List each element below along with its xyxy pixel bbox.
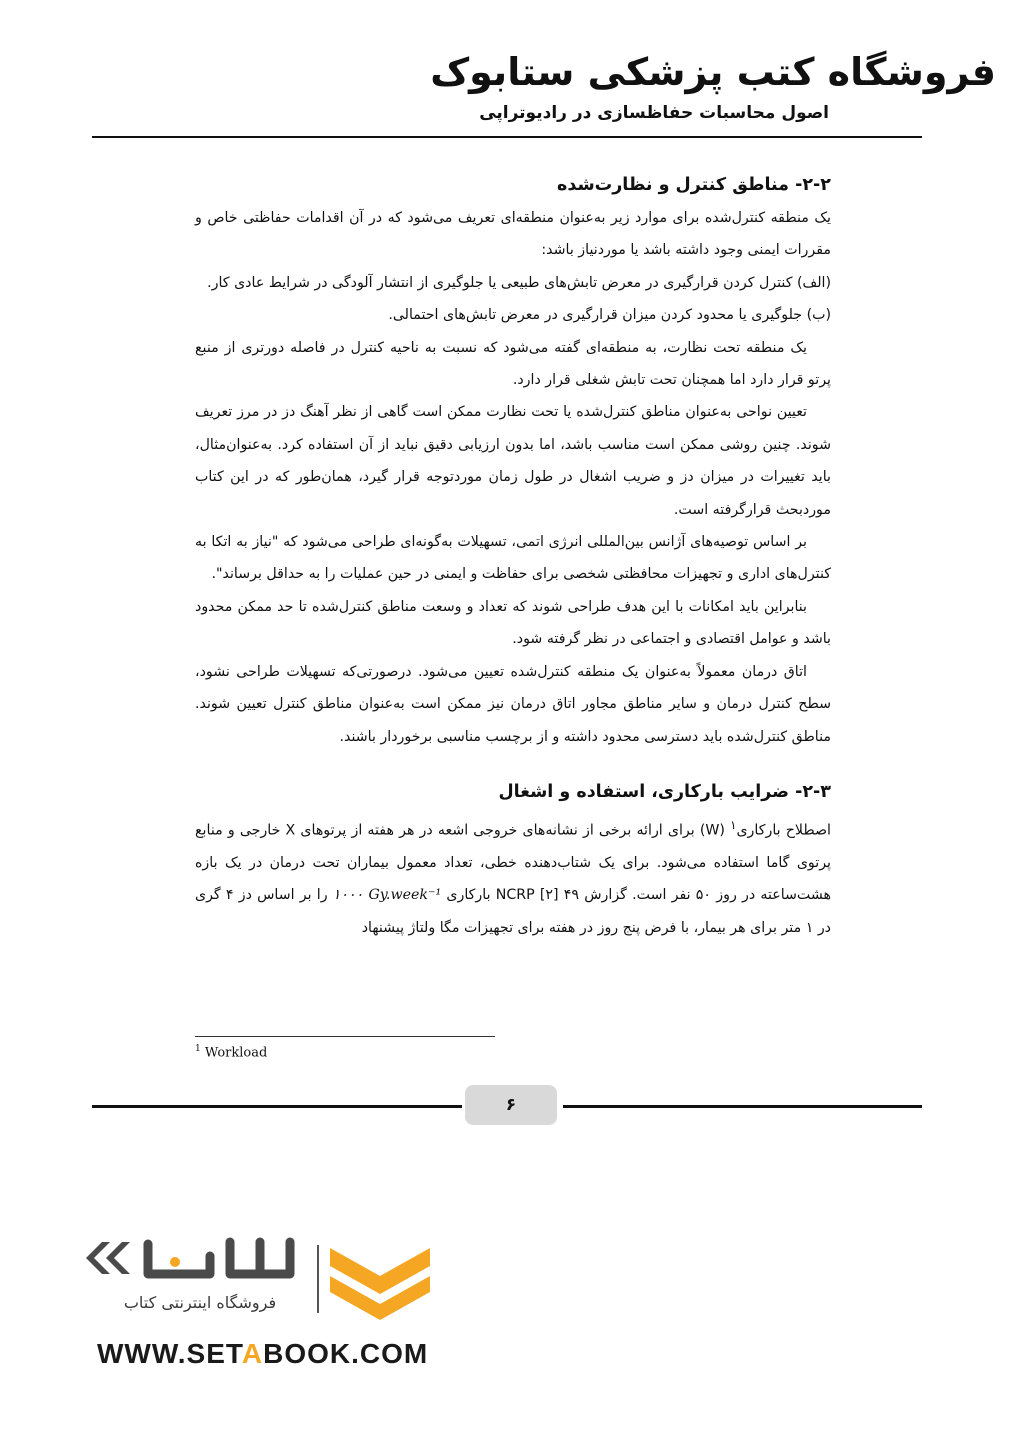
footnote <box>195 1044 267 1060</box>
footnote-number: 1 <box>195 1044 201 1054</box>
text-run: را بر اساس دز ۴ گری در ۱ متر برای هر بیمار، با فرض پنج روز در هفته برای تجهیزات مگا ولتاژ پیشنهاد <box>195 887 831 936</box>
url-part: BOOK.COM <box>263 1338 429 1369</box>
paragraph: تعیین نواحی به‌عنوان مناطق کنترل‌شده یا تحت نظارت ممکن است گاهی از نظر آهنگ دز در مرز تعریف شوند. چنین روشی ممکن است مناسب باشد، اما بدون ارزیابی دقیق نباید از آن استفاده کرد. به‌عنوان‌مثال، باید تغییرات در میزان دز و ضریب اشغال در طول زمان موردتوجه قرار گیرد، همان‌طور که در این کتاب موردبحث قرارگرفته است. <box>195 404 831 518</box>
url-accent-letter: A <box>241 1338 264 1369</box>
footnote-marker: ۱ <box>730 817 737 832</box>
footnote-text: Workload <box>200 1045 268 1061</box>
paragraph: یک منطقه کنترل‌شده برای موارد زیر به‌عنوان منطقه‌ای تعریف می‌شود که در آن اقدامات حفاظتی خاص و مقررات ایمنی وجود داشته باشد یا موردنیاز باشد: <box>195 210 831 259</box>
paragraph: اتاق درمان معمولاً به‌عنوان یک منطقه کنترل‌شده تعیین می‌شود. درصورتی‌که تسهیلات طراحی نشود، سطح کنترل درمان و سایر مناطق مجاور اتاق درمان نیز ممکن است به‌عنوان مناطق کنترل تعیین شوند. مناطق کنترل‌شده باید دسترسی محدود داشته و از برچسب مناسبی برخوردار باشند. <box>195 663 831 745</box>
paragraph <box>195 809 831 944</box>
paragraph: بر اساس توصیه‌های آژانس بین‌المللی انرژی اتمی، تسهیلات به‌گونه‌ای طراحی می‌شود که "نیاز به اتکا به کنترل‌های اداری و تجهیزات محافظتی شخصی برای حفاظت و ایمنی در حین عملیات را به حداقل برساند". <box>195 534 831 583</box>
document-body <box>195 168 831 944</box>
text-run: (W) برای ارائه برخی از نشانه‌های خروجی اشعه در هر هفته از پرتوهای X خارجی و منابع پرتوی گاما استفاده می‌شود. برای یک شتاب‌دهنده خطی، تعداد معمول بیماران تحت درمان در یک بازه هشت‌ساعته در روز ۵۰ نفر است. گزارش ۴۹ NCRP [۲] بارکاری <box>195 822 832 904</box>
paragraph: (الف) کنترل کردن قرارگیری در معرض تابش‌های طبیعی یا جلوگیری از انتشار آلودگی در شرایط عادی کار. <box>207 274 831 291</box>
header-divider <box>92 136 922 138</box>
url-part: WWW.SET <box>97 1338 242 1369</box>
section-heading-workload: ۲-۳- ضرایب بارکاری، استفاده و اشغال <box>498 781 831 802</box>
footnote-divider <box>195 1036 495 1037</box>
math-expression: ۱۰۰۰ Gy.week⁻¹ <box>332 887 442 904</box>
logo-chevrons-icon <box>80 1228 440 1328</box>
text-run: اصطلاح بارکاری <box>736 822 831 839</box>
footer-rule-left <box>92 1105 462 1108</box>
paragraph: یک منطقه تحت نظارت، به منطقه‌ای گفته می‌شود که نسبت به ناحیه کنترل در فاصله دورتری از منبع پرتو قرار دارد اما همچنان تحت تابش شغلی قرار دارد. <box>195 339 831 389</box>
page-header-title: فروشگاه کتب پزشکی ستابوک <box>430 50 996 94</box>
logo-tagline: فروشگاه اینترنتی کتاب <box>123 1293 277 1312</box>
page-header-subtitle: اصول محاسبات حفاظسازی در رادیوتراپی <box>479 103 829 123</box>
section-heading-controlled-areas: ۲-۲- مناطق کنترل و نظارت‌شده <box>557 175 831 195</box>
paragraph: (ب) جلوگیری یا محدود کردن میزان قرارگیری در معرض تابش‌های احتمالی. <box>388 307 831 324</box>
paragraph: بنابراین باید امکانات با این هدف طراحی شوند که تعداد و وسعت مناطق کنترل‌شده تا حد ممکن محدود باشد و عوامل اقتصادی و اجتماعی در نظر گرفته شود. <box>195 598 831 648</box>
page-number-badge <box>465 1085 557 1125</box>
page-number: ۶ <box>505 1095 517 1115</box>
logo-divider <box>317 1245 319 1313</box>
website-url <box>97 1338 428 1370</box>
setabook-logo <box>80 1228 440 1328</box>
footer-rule-right <box>563 1105 922 1108</box>
